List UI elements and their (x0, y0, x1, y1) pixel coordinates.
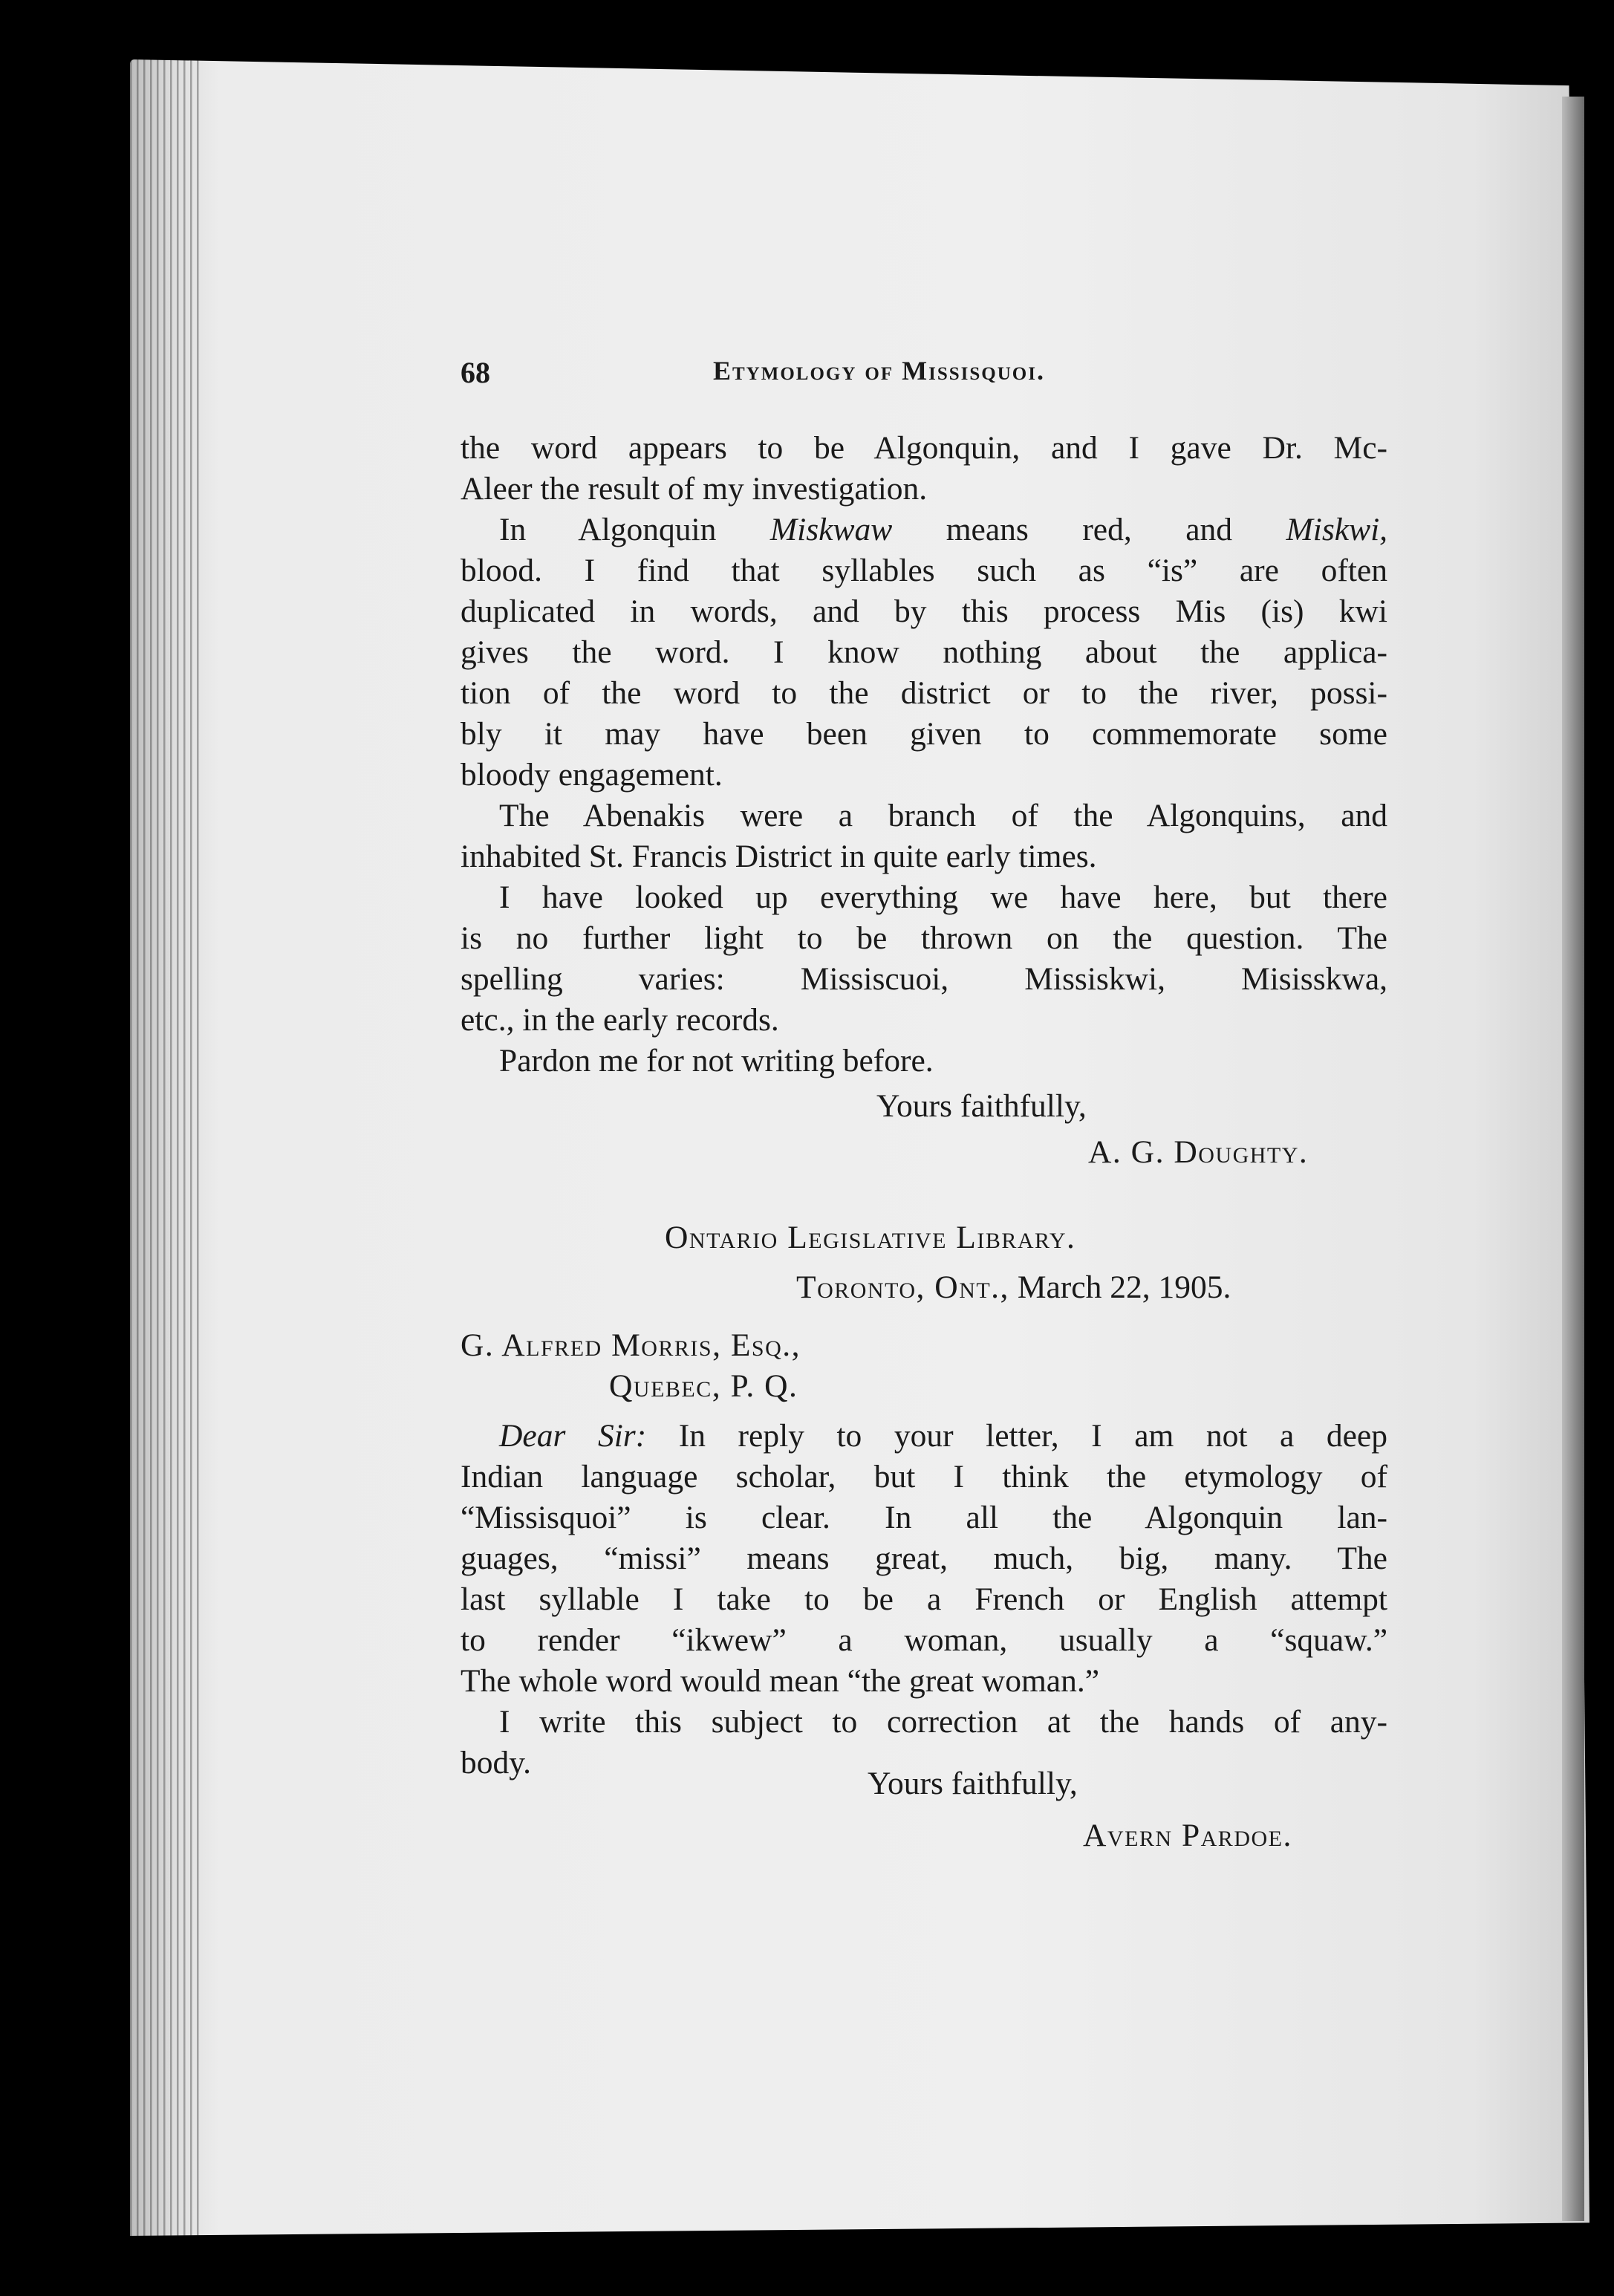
body-line: bloody engagement. (461, 757, 723, 793)
body-line-mixed (499, 1420, 1387, 1453)
page-edges (130, 59, 201, 2236)
body-text: In Algonquin (499, 512, 717, 547)
running-title: Etymology of Missisquoi. (713, 356, 1045, 386)
italic-word: Miskwi, (1286, 512, 1388, 547)
dateline (796, 1269, 1231, 1305)
body-line: Pardon me for not writing before. (499, 1043, 934, 1079)
binding-shadow (1562, 97, 1584, 2221)
addressee: G. Alfred Morris, Esq., (461, 1327, 801, 1363)
signature: A. G. Doughty. (1088, 1134, 1309, 1170)
body-line: last syllable I take to be a French or English attempt (461, 1581, 1387, 1617)
body-line: I write this subject to correction at the hands of any- (499, 1704, 1387, 1740)
body-line: duplicated in words, and by this process Mis (is) kwi (461, 593, 1387, 629)
page-header (461, 355, 1387, 400)
address-location: Quebec, P. Q. (609, 1368, 798, 1404)
body-line: bly it may have been given to commemorate some (461, 716, 1387, 752)
body-text: means red, and (946, 512, 1233, 547)
body-line: is no further light to be thrown on the question. The (461, 920, 1387, 956)
body-line: Aleer the result of my investigation. (461, 471, 928, 507)
body-line: guages, “missi” means great, much, big, many. The (461, 1541, 1387, 1576)
body-line: etc., in the early records. (461, 1002, 779, 1038)
body-line: The whole word would mean “the great woman.” (461, 1663, 1100, 1699)
body-line: inhabited St. Francis District in quite early times. (461, 839, 1097, 874)
institution-heading: Ontario Legislative Library. (665, 1220, 1076, 1255)
page-number: 68 (461, 356, 490, 389)
body-line: blood. I find that syllables such as “is” are often (461, 553, 1387, 588)
body-line-mixed (461, 514, 1387, 547)
body-line: body. (461, 1745, 532, 1780)
signature: Avern Pardoe. (1083, 1818, 1292, 1853)
italic-word: Miskwaw (769, 512, 893, 547)
valediction: Yours faithfully, (876, 1088, 1087, 1124)
place: Toronto, Ont., (796, 1269, 1009, 1305)
body-line: to render “ikwew” a woman, usually a “squaw.” (461, 1622, 1387, 1658)
body-line: “Missisquoi” is clear. In all the Algonquin lan- (461, 1500, 1387, 1535)
valediction: Yours faithfully, (868, 1766, 1078, 1801)
body-line: I have looked up everything we have here, but there (499, 879, 1387, 915)
body-line: Indian language scholar, but I think the etymology of (461, 1459, 1387, 1495)
body-line: spelling varies: Missiscuoi, Missiskwi, Misisskwa, (461, 961, 1387, 997)
date: March 22, 1905. (1017, 1269, 1231, 1305)
body-line: The Abenakis were a branch of the Algonquins, and (499, 798, 1387, 833)
body-line: tion of the word to the district or to the river, possi- (461, 675, 1387, 711)
body-line: the word appears to be Algonquin, and I gave Dr. Mc- (461, 430, 1387, 466)
body-text: In reply to your letter, I am not a deep (678, 1418, 1387, 1454)
body-line: gives the word. I know nothing about the applica- (461, 634, 1387, 670)
salutation: Dear Sir: (499, 1418, 647, 1454)
